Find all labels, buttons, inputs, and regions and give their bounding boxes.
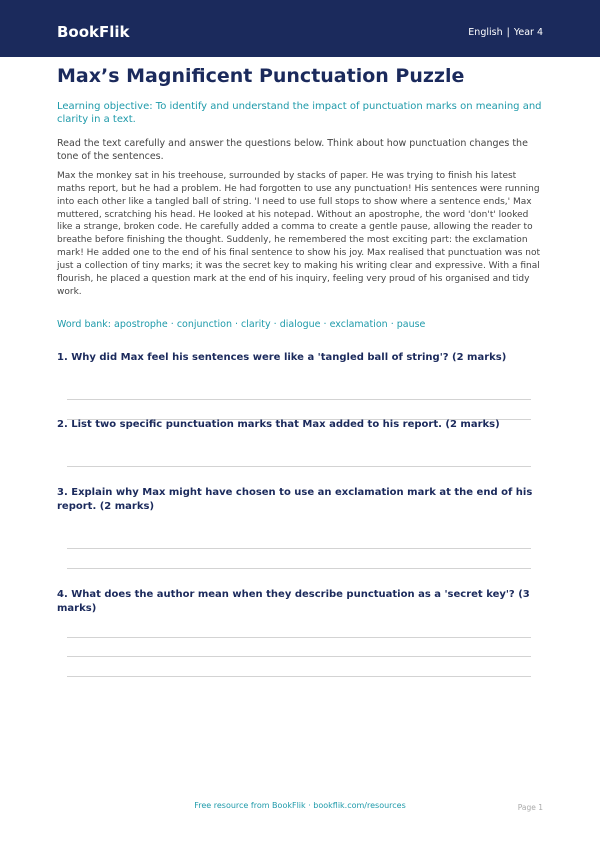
- answer-line: [67, 637, 531, 638]
- learning-objective: Learning objective: To identify and understand the impact of punctuation marks on meaning and clarity in a text.: [57, 101, 542, 125]
- header-bar: [0, 0, 600, 57]
- answer-line: [67, 466, 531, 467]
- subject-label: English: [468, 27, 503, 38]
- footer-credit: Free resource from BookFlik · bookflik.com/resources: [194, 801, 406, 810]
- answer-line: [67, 656, 531, 657]
- year-label: Year 4: [513, 27, 543, 38]
- worksheet-title: Max’s Magnificent Punctuation Puzzle: [57, 65, 465, 87]
- question-3: 3. Explain why Max might have chosen to use an exclamation mark at the end of his report. (2 marks): [57, 487, 533, 512]
- question-2: 2. List two specific punctuation marks that Max added to his report. (2 marks): [57, 419, 500, 430]
- page-number: Page 1: [517, 803, 543, 812]
- header-separator: |: [506, 27, 510, 38]
- reading-passage: Max the monkey sat in his treehouse, surrounded by stacks of paper. He was trying to finish his latest maths report, but he had a problem. He had forgotten to use any punctuation! His sentences were running into each other like a tangled ball of string. 'I need to use full stops to show where a sentence ends,' Max muttered, scratching his head. He looked at his notepad. Without an apostrophe, the word 'don't' looked like a strange, broken code. He carefully added a comma to create a gentle pause, allowing the reader to breathe before finishing the thought. Suddenly, he remembered the most exciting part: the exclamation mark! He added one to the end of his final sentence to show his joy. Max realised that punctuation was not just a collection of tiny marks; it was the secret key to making his writing clear and expressive. With a final flourish, he placed a question mark at the end of his inquiry, feeling very proud of his organised and tidy work.: [57, 171, 541, 297]
- question-1: 1. Why did Max feel his sentences were like a 'tangled ball of string'? (2 marks): [57, 352, 507, 363]
- answer-line: [67, 399, 531, 400]
- answer-line: [67, 676, 531, 677]
- brand-logo: BookFlik: [57, 23, 130, 41]
- instructions: Read the text carefully and answer the questions below. Think about how punctuation changes the tone of the sentences.: [57, 138, 528, 162]
- subject-year-label: [468, 27, 543, 39]
- word-bank: Word bank: apostrophe · conjunction · clarity · dialogue · exclamation · pause: [57, 319, 426, 330]
- answer-line: [67, 568, 531, 569]
- question-4: 4. What does the author mean when they describe punctuation as a 'secret key'? (3 marks): [57, 589, 530, 614]
- answer-line: [67, 548, 531, 549]
